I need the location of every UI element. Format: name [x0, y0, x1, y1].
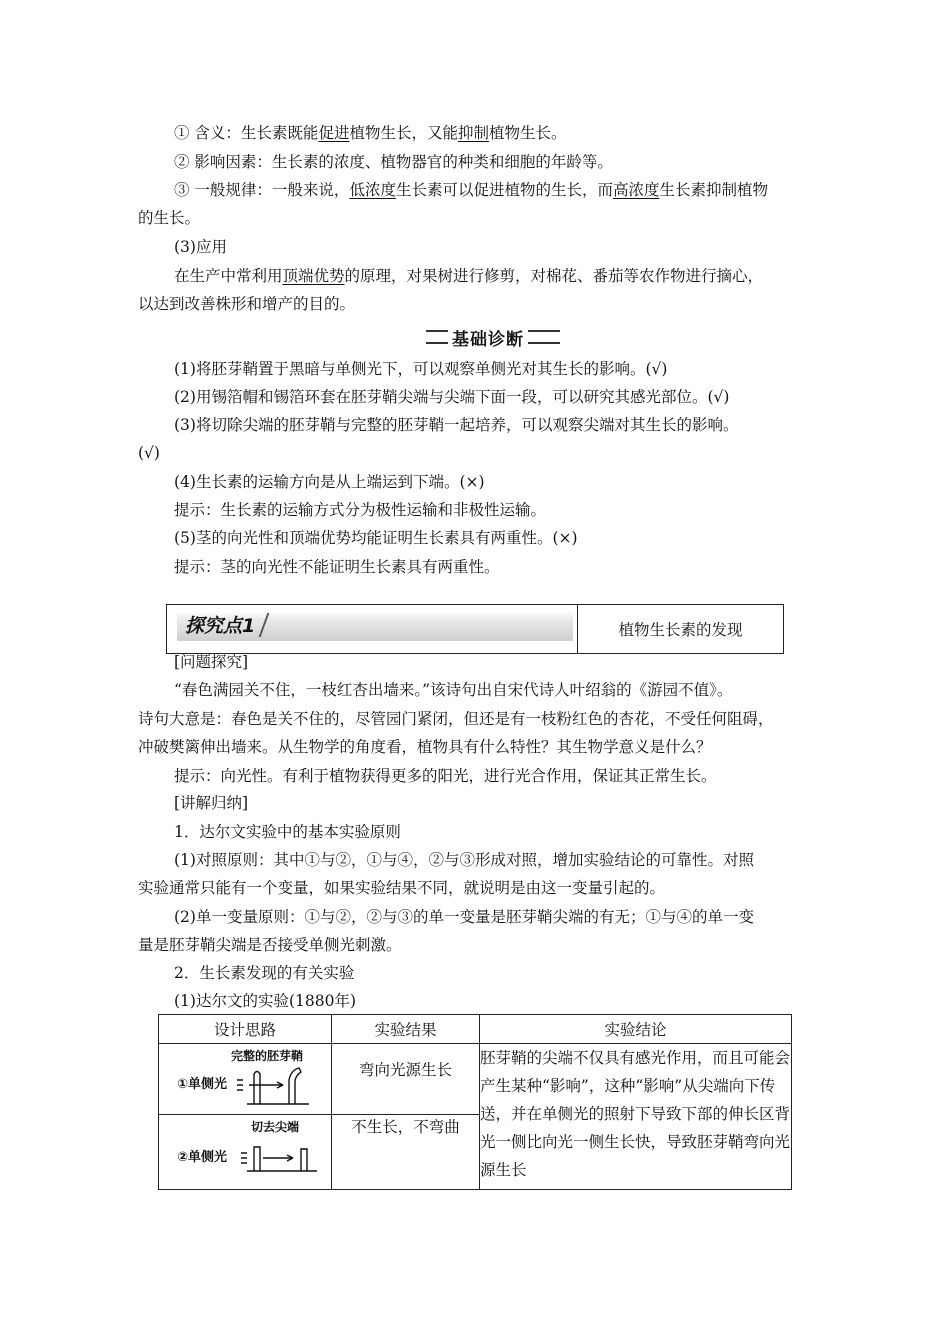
diag-item-2: (2)用锡箔帽和锡箔环套在胚芽鞘尖端与尖端下面一段，可以研究其感光部位。(√)	[174, 388, 730, 406]
explore-point-box	[166, 604, 784, 654]
design-cell	[159, 1044, 332, 1115]
arrow-line	[263, 1155, 293, 1161]
darwin-experiment-table	[158, 1014, 792, 1190]
coleoptile-diagram	[159, 1044, 331, 1114]
text-span: 生长素抑制植物	[659, 181, 768, 199]
experiment-diagram-1	[159, 1044, 331, 1114]
coleoptile-bent	[289, 1068, 301, 1104]
text-span: 植物生长，又能	[349, 124, 458, 142]
text-line-6	[174, 266, 763, 286]
section-heading: [讲解归纳]	[174, 794, 249, 812]
paragraph-line: 实验通常只能有一个变量，如果实验结果不同，就说明是由这一变量引起的。	[138, 879, 666, 897]
light-arrows	[241, 1153, 247, 1163]
light-arrows	[237, 1080, 243, 1090]
coleoptile-cut	[254, 1147, 260, 1171]
diag-hint-5: 提示：茎的向光性不能证明生长素具有两重性。	[174, 558, 500, 576]
explore-point-label: 探究点1	[185, 615, 256, 637]
text-line-1	[174, 123, 567, 143]
paragraph-line: 冲破樊篱伸出墙来。从生物学的角度看，植物具有什么特性？其生物学意义是什么？	[138, 738, 712, 756]
result-text: 弯向光源生长	[358, 1061, 452, 1079]
text-line-4: 的生长。	[138, 209, 201, 227]
table-row	[159, 1044, 792, 1115]
text-span: 的原理，对果树进行修剪，对棉花、番茄等农作物进行摘心，	[344, 267, 764, 285]
banner-title: 基础诊断	[448, 325, 528, 350]
underlined-term: 低浓度	[349, 181, 396, 199]
underlined-term: 抑制	[457, 124, 489, 142]
diag-item-1: (1)将胚芽鞘置于黑暗与单侧光下，可以观察单侧光对其生长的影响。(√)	[174, 360, 668, 378]
diag-item-5: (5)茎的向光性和顶端优势均能证明生长素具有两重性。(×)	[174, 529, 578, 547]
subheading: 1．达尔文实验中的基本实验原则	[174, 823, 401, 841]
coleoptile-cut-diagram	[159, 1115, 331, 1189]
underlined-term: 顶端优势	[282, 267, 345, 285]
diag-item-3: (3)将切除尖端的胚芽鞘与完整的胚芽鞘一起培养，可以观察尖端对其生长的影响。	[174, 416, 739, 434]
label-left-2: ②单侧光	[177, 1150, 228, 1165]
design-cell	[159, 1115, 332, 1190]
coleoptile-straight	[254, 1072, 260, 1105]
text-line-5: (3)应用	[174, 238, 227, 256]
hint-line: 提示：向光性。有利于植物获得更多的阳光，进行光合作用，保证其正常生长。	[174, 767, 717, 785]
experiment-diagram-2	[159, 1115, 331, 1189]
diag-hint-4: 提示：生长素的运输方式分为极性运输和非极性运输。	[174, 501, 547, 519]
paragraph-line: (2)单一变量原则：①与②，②与③的单一变量是胚芽鞘尖端的有无；①与④的单一变	[174, 908, 754, 926]
section-heading: [问题探究]	[174, 653, 249, 671]
result-text: 不生长，不弯曲	[351, 1118, 460, 1136]
conclusion-cell: 胚芽鞘的尖端不仅具有感光作用，而且可能会产生某种“影响”，这种“影响”从尖端向下传送，并在单侧光的照射下导致下部的伸长区背光一侧比向光一侧生长快，导致胚芽鞘弯向光源生长	[480, 1044, 792, 1190]
diag-item-4: (4)生长素的运输方向是从上端运到下端。(×)	[174, 473, 485, 491]
subheading: 2．生长素发现的有关实验	[174, 964, 355, 982]
paragraph-line: “春色满园关不住，一枝红杏出墙来。”该诗句出自宋代诗人叶绍翁的《游园不值》。	[174, 681, 733, 699]
text-line-3	[174, 180, 768, 200]
label-left-1: ①单侧光	[177, 1077, 228, 1092]
diag-item-3-mark: (√)	[138, 444, 160, 462]
text-span: 在生产中常利用	[174, 267, 283, 285]
subheading: (1)达尔文的实验(1880年)	[174, 992, 356, 1010]
paragraph-line: 诗句大意是：春色是关不住的，尽管园门紧闭，但还是有一枝粉红色的杏花，不受任何阻碍，	[138, 710, 774, 728]
coleoptile-cut-after	[301, 1149, 307, 1171]
result-cell	[332, 1044, 480, 1115]
text-line-7: 以达到改善株形和增产的目的。	[138, 295, 356, 313]
text-span: 生长素可以促进植物的生长，而	[395, 181, 613, 199]
underlined-term: 高浓度	[612, 181, 660, 199]
table-header-row	[159, 1015, 792, 1044]
label-top-2: 切去尖端	[251, 1120, 300, 1134]
underlined-term: 促进	[318, 124, 350, 142]
text-span: ③ 一般规律：一般来说，	[174, 181, 350, 199]
result-cell	[332, 1115, 480, 1190]
section-banner	[426, 323, 560, 351]
explore-point-topic: 植物生长素的发现	[618, 621, 743, 639]
text-span: 植物生长。	[488, 124, 567, 142]
text-span: ① 含义：生长素既能	[174, 124, 319, 142]
table-header: 实验结果	[332, 1015, 480, 1044]
paragraph-line: (1)对照原则：其中①与②，①与④，②与③形成对照，增加实验结论的可靠性。对照	[174, 851, 754, 869]
paragraph-line: 量是胚芽鞘尖端是否接受单侧光刺激。	[138, 936, 402, 954]
text-line-2: ② 影响因素：生长素的浓度、植物器官的种类和细胞的年龄等。	[174, 153, 613, 171]
table-header: 实验结论	[480, 1015, 792, 1044]
table-header: 设计思路	[159, 1015, 332, 1044]
label-top-1: 完整的胚芽鞘	[231, 1049, 304, 1063]
explore-point-label-cell	[167, 605, 578, 653]
